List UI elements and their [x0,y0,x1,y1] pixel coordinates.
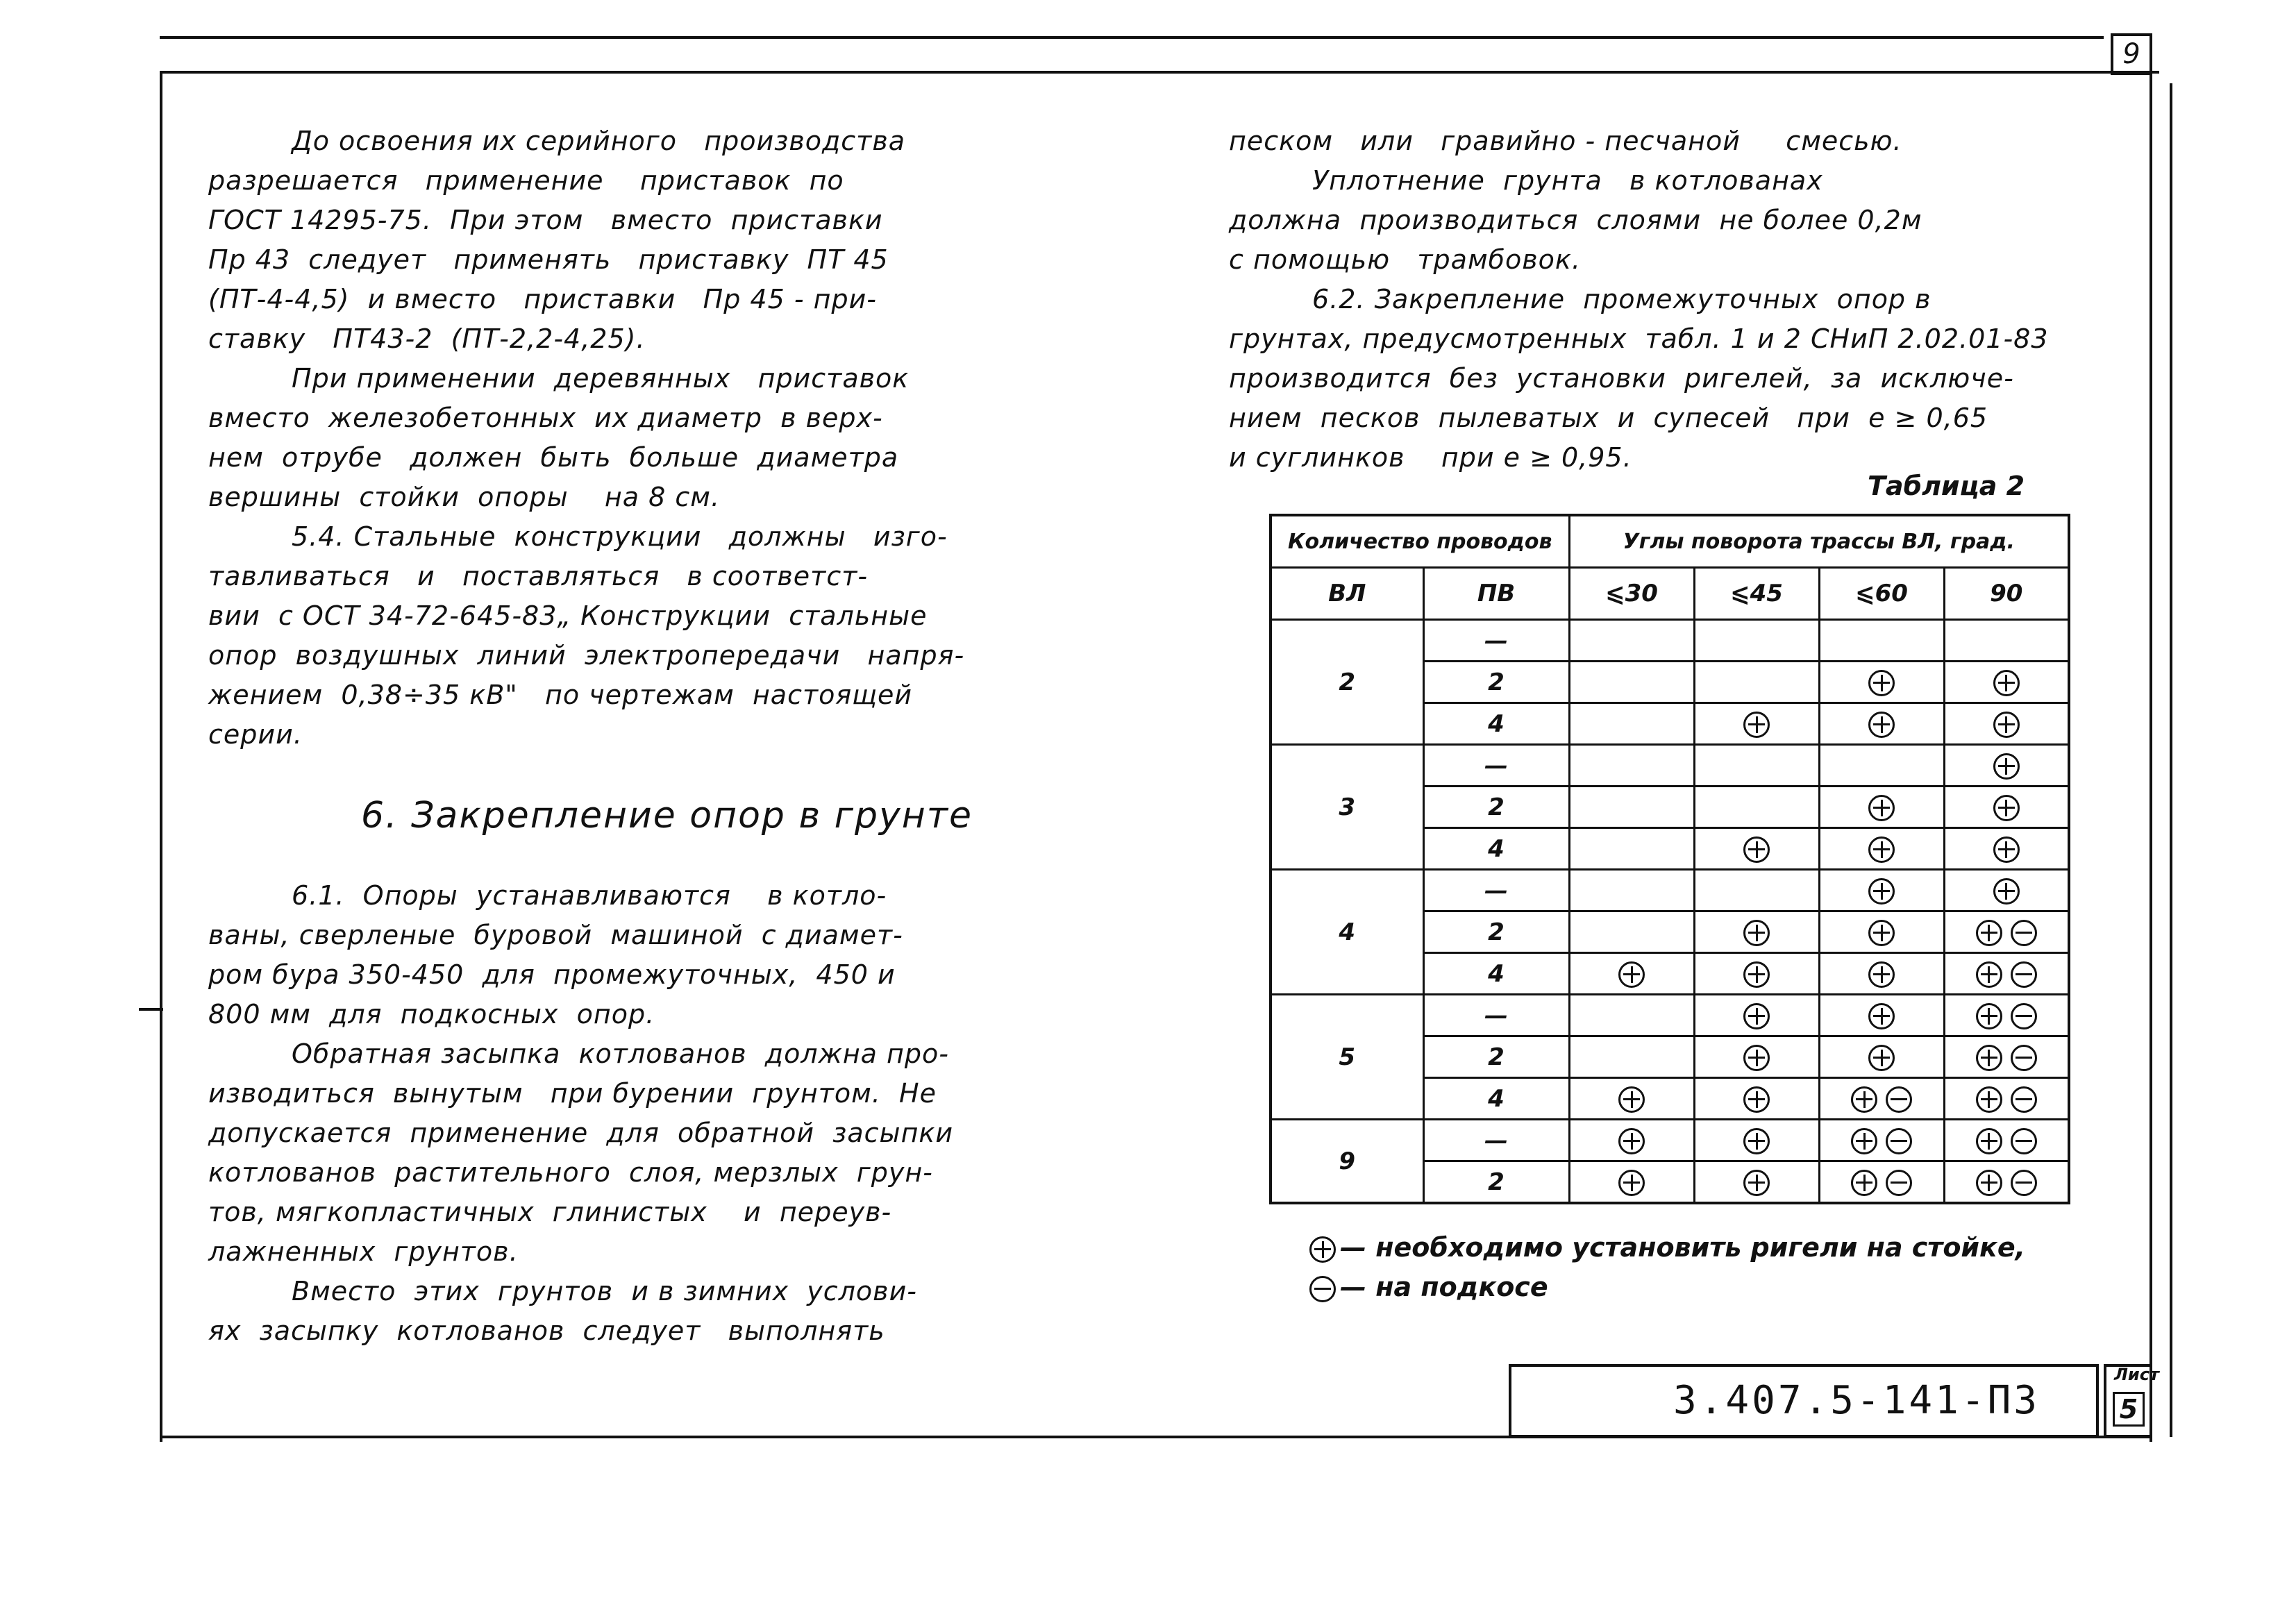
angle-cell [1819,1161,1944,1204]
circle-plus-icon [1851,1086,1877,1113]
circle-plus-icon [1976,1045,2002,1071]
angle-cell [1694,1120,1819,1161]
angle-cell [1694,1036,1819,1078]
circle-plus-icon [1868,961,1895,988]
text-line: При применении деревянных приставок [292,363,910,394]
circle-plus-icon [1993,878,2020,905]
circle-minus-icon [2011,920,2037,946]
angle-cell [1694,745,1819,787]
angle-cell [1819,1036,1944,1078]
circle-plus-icon [1976,1128,2002,1154]
circle-plus-icon [1868,878,1895,905]
angle-cell [1944,1120,2069,1161]
vl-count-cell: 2 [1271,620,1423,745]
text-line: Вместо этих грунтов и в зимних услови- [292,1276,917,1306]
angle-cell [1569,1120,1694,1161]
section-6-heading: 6. Закрепление опор в грунте [361,795,973,836]
header-pv: ПВ [1423,568,1569,620]
text-line: Пр 43 следует применять приставку ПТ 45 [208,244,889,275]
text-line: ваны, сверленые буровой машиной с диамет- [208,920,903,950]
text-line: с помощью трамбовок. [1229,244,1581,275]
legend-plus-text: — необходимо установить ригели на стойке, [1340,1232,2026,1263]
circle-minus-icon [2011,961,2037,988]
text-line: вии с ОСТ 34-72-645-83„ Конструкции стальные [208,600,928,631]
angle-cell [1694,1161,1819,1204]
circle-plus-icon [1993,795,2020,821]
legend-plus [1305,1232,2025,1263]
angle-cell [1569,662,1694,703]
text-line: должна производиться слоями не более 0,2м [1229,205,1922,235]
circle-minus-icon [1309,1276,1336,1302]
pv-count-cell: 2 [1423,787,1569,828]
angle-cell [1569,787,1694,828]
angle-cell [1694,662,1819,703]
frame-left [160,71,162,1442]
circle-plus-icon [1743,1003,1770,1029]
pv-count-cell: 2 [1423,911,1569,953]
text-line: 6.1. Опоры устанавливаются в котло- [292,880,887,911]
circle-minus-icon [1886,1170,1912,1196]
pv-count-cell: — [1423,870,1569,911]
left-column-text [208,121,964,755]
text-line: ром бура 350-450 для промежуточных, 450 и [208,959,896,990]
angle-cell [1694,995,1819,1036]
header-angle: ⩽60 [1819,568,1944,620]
circle-plus-icon [1993,670,2020,696]
sheet-label: Лист [2114,1365,2159,1384]
header-angle: ⩽45 [1694,568,1819,620]
vl-count-cell: 4 [1271,870,1423,995]
angle-cell [1694,911,1819,953]
table-row [1271,745,2069,787]
circle-minus-icon [2011,1003,2037,1029]
angle-cell [1944,662,2069,703]
angle-cell [1819,745,1944,787]
header-wire-count: Количество проводов [1271,515,1569,568]
table-row [1271,995,2069,1036]
angle-cell [1944,787,2069,828]
angle-cell [1569,1161,1694,1204]
circle-plus-icon [1868,1003,1895,1029]
angle-cell [1944,828,2069,870]
angle-cell [1694,787,1819,828]
circle-minus-icon [2011,1128,2037,1154]
circle-plus-icon [1868,920,1895,946]
circle-minus-icon [2011,1045,2037,1071]
angle-cell [1694,620,1819,662]
angle-cell [1819,828,1944,870]
angle-cell [1819,870,1944,911]
circle-plus-icon [1743,836,1770,863]
angle-cell [1694,828,1819,870]
vl-count-cell: 9 [1271,1120,1423,1204]
sheet-number: 5 [2113,1392,2145,1427]
text-line: (ПТ-4-4,5) и вместо приставки Пр 45 - при- [208,284,877,314]
angle-cell [1569,870,1694,911]
text-line: песком или гравийно - песчаной смесью. [1229,126,1902,156]
angle-cell [1819,953,1944,995]
circle-plus-icon [1868,795,1895,821]
text-line: грунтах, предусмотренных табл. 1 и 2 СНиП 2.02.01-83 [1229,323,2049,354]
circle-plus-icon [1976,1086,2002,1113]
table-subheader-row [1271,568,2069,620]
pv-count-cell: 2 [1423,1036,1569,1078]
circle-plus-icon [1868,712,1895,738]
pv-count-cell: 4 [1423,953,1569,995]
text-line: опор воздушных линий электропередачи напря- [208,640,965,671]
pv-count-cell: — [1423,620,1569,662]
frame-top [160,71,2159,74]
top-rule [160,36,2104,39]
angle-cell [1944,911,2069,953]
text-line: нем отрубе должен быть больше диаметра [208,442,899,473]
angle-cell [1694,870,1819,911]
angle-cell [1819,995,1944,1036]
header-angle: ⩽30 [1569,568,1694,620]
circle-plus-icon [1743,712,1770,738]
angle-cell [1944,620,2069,662]
text-line: 800 мм для подкосных опор. [208,999,655,1029]
circle-plus-icon [1743,1170,1770,1196]
text-line: разрешается применение приставок по [208,165,844,196]
header-vl: ВЛ [1271,568,1423,620]
pv-count-cell: 2 [1423,1161,1569,1204]
text-line: жением 0,38÷35 кВ" по чертежам настоящей [208,680,913,710]
circle-plus-icon [1993,712,2020,738]
circle-plus-icon [1743,1086,1770,1113]
text-line: Обратная засыпка котлованов должна про- [292,1038,949,1069]
text-line: лажненных грунтов. [208,1236,519,1267]
circle-plus-icon [1993,753,2020,780]
right-column-text [1229,121,2049,478]
angle-cell [1819,620,1944,662]
circle-plus-icon [1851,1170,1877,1196]
pv-count-cell: — [1423,745,1569,787]
angle-cell [1694,953,1819,995]
circle-plus-icon [1743,1128,1770,1154]
table-title: Таблица 2 [1868,471,2025,501]
sheet-top-number: 9 [2111,33,2152,75]
angle-cell [1569,953,1694,995]
text-line: 6.2. Закрепление промежуточных опор в [1312,284,1932,314]
angle-cell [1569,703,1694,745]
circle-plus-icon [1976,1003,2002,1029]
angle-cell [1944,1078,2069,1120]
table-body [1271,515,2069,1203]
angle-cell [1569,828,1694,870]
pv-count-cell: 2 [1423,662,1569,703]
angle-cell [1569,620,1694,662]
circle-plus-icon [1743,961,1770,988]
angle-cell [1819,911,1944,953]
pv-count-cell: 4 [1423,828,1569,870]
text-line: тавливаться и поставляться в соответст- [208,561,869,591]
angle-cell [1694,703,1819,745]
header-turn-angles: Углы поворота трассы ВЛ, град. [1569,515,2069,568]
legend-minus [1305,1272,1548,1302]
table-row [1271,1120,2069,1161]
text-line: До освоения их серийного производства [292,126,905,156]
table-2 [1269,514,2070,1204]
frame-right-outer [2170,83,2172,1437]
pv-count-cell: 4 [1423,703,1569,745]
circle-plus-icon [1618,1128,1645,1154]
circle-plus-icon [1868,836,1895,863]
header-angle: 90 [1944,568,2069,620]
circle-plus-icon [1743,920,1770,946]
text-line: 5.4. Стальные конструкции должны изго- [292,521,948,552]
circle-plus-icon [1993,836,2020,863]
circle-plus-icon [1618,1086,1645,1113]
text-line: ставку ПТ43-2 (ПТ-2,2-4,25). [208,323,646,354]
vl-count-cell: 3 [1271,745,1423,870]
text-line: Уплотнение грунта в котлованах [1312,165,1823,196]
document-code: 3.407.5-141-ПЗ [1673,1378,2041,1423]
frame-right [2150,71,2152,1442]
text-line: тов, мягкопластичных глинистых и переув- [208,1197,892,1227]
angle-cell [1569,1036,1694,1078]
vl-count-cell: 5 [1271,995,1423,1120]
angle-cell [1819,703,1944,745]
table-row [1271,620,2069,662]
circle-plus-icon [1976,920,2002,946]
left-column-text-section6 [208,876,953,1351]
angle-cell [1944,745,2069,787]
text-line: ГОСТ 14295-75. При этом вместо приставки [208,205,883,235]
angle-cell [1569,1078,1694,1120]
angle-cell [1944,1036,2069,1078]
circle-minus-icon [2011,1170,2037,1196]
text-line: изводиться вынутым при бурении грунтом. Не [208,1078,937,1109]
angle-cell [1819,1120,1944,1161]
circle-minus-icon [2011,1086,2037,1113]
angle-cell [1694,1078,1819,1120]
text-line: вместо железобетонных их диаметр в верх- [208,403,883,433]
angle-cell [1944,1161,2069,1204]
pv-count-cell: 4 [1423,1078,1569,1120]
angle-cell [1569,911,1694,953]
table-header-row [1271,515,2069,568]
circle-plus-icon [1309,1236,1336,1263]
angle-cell [1819,1078,1944,1120]
angle-cell [1569,745,1694,787]
left-margin-tick [139,1008,163,1011]
angle-cell [1819,662,1944,703]
circle-plus-icon [1851,1128,1877,1154]
table-row [1271,870,2069,911]
circle-plus-icon [1618,961,1645,988]
angle-cell [1944,870,2069,911]
circle-minus-icon [1886,1128,1912,1154]
text-line: производится без установки ригелей, за исключе- [1229,363,2014,394]
legend-minus-text: — на подкосе [1340,1272,1548,1302]
pv-count-cell: — [1423,995,1569,1036]
text-line: нием песков пылеватых и супесей при e ≥ 0,65 [1229,403,1988,433]
text-line: серии. [208,719,303,750]
circle-plus-icon [1618,1170,1645,1196]
angle-cell [1819,787,1944,828]
text-line: ях засыпку котлованов следует выполнять [208,1315,885,1346]
angle-cell [1944,953,2069,995]
text-line: котлованов растительного слоя, мерзлых грун- [208,1157,933,1188]
angle-cell [1944,995,2069,1036]
circle-plus-icon [1976,1170,2002,1196]
text-line: допускается применение для обратной засыпки [208,1118,954,1148]
circle-plus-icon [1743,1045,1770,1071]
angle-cell [1569,995,1694,1036]
text-line: вершины стойки опоры на 8 см. [208,482,721,512]
circle-minus-icon [1886,1086,1912,1113]
circle-plus-icon [1868,670,1895,696]
text-line: и суглинков при e ≥ 0,95. [1229,442,1632,473]
circle-plus-icon [1976,961,2002,988]
circle-plus-icon [1868,1045,1895,1071]
angle-cell [1944,703,2069,745]
pv-count-cell: — [1423,1120,1569,1161]
